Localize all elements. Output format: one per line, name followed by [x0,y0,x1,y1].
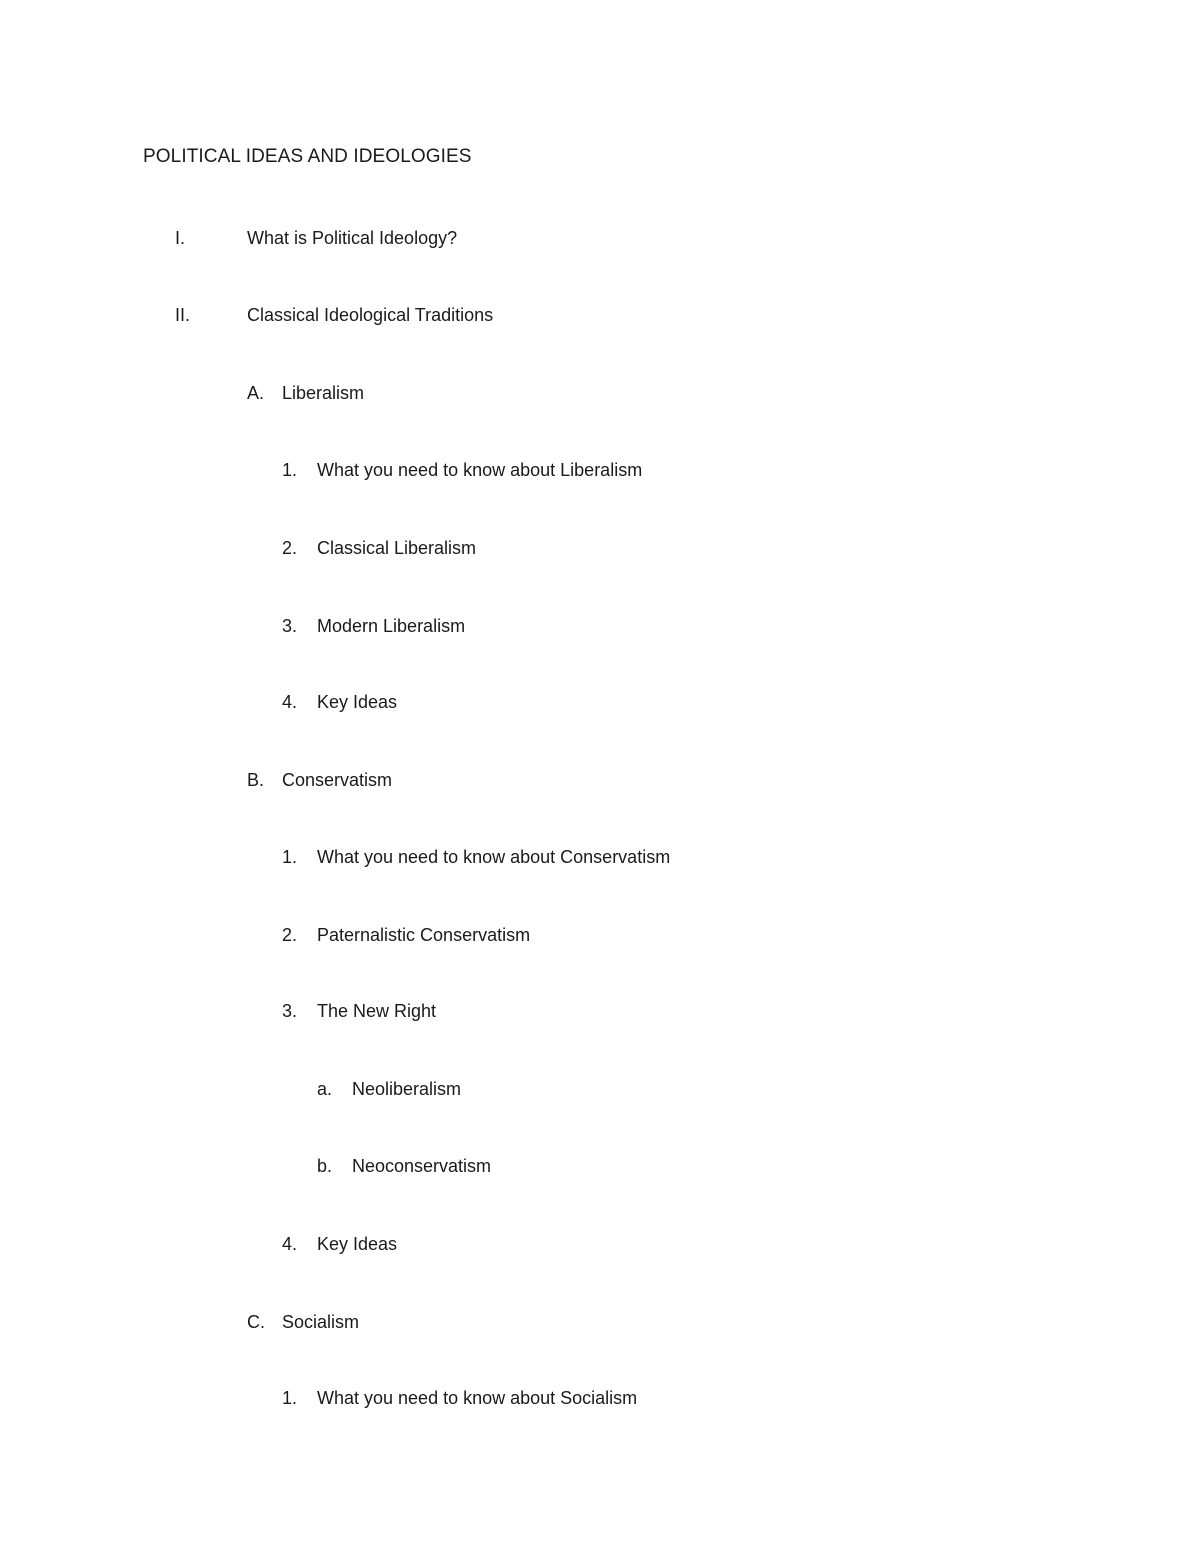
outline-text: Key Ideas [317,692,398,712]
outline-text: What you need to know about Conservatism [317,847,671,867]
outline-text: Socialism [282,1312,360,1332]
outline-marker: 2. [282,925,298,945]
outline-marker: 1. [282,1388,298,1408]
outline-marker: 4. [282,692,298,712]
outline-marker: 2. [282,538,298,558]
outline-marker: B. [247,770,265,790]
outline-marker: b. [317,1156,333,1176]
outline-marker: II. [175,305,191,325]
outline-marker: 3. [282,1001,298,1021]
outline-text: What you need to know about Liberalism [317,460,643,480]
outline-marker: I. [175,228,186,248]
outline-text: Neoliberalism [352,1079,462,1099]
outline-text: Conservatism [282,770,393,790]
outline-marker: A. [247,383,265,403]
outline-text: Paternalistic Conservatism [317,925,531,945]
outline-marker: 1. [282,847,298,867]
outline-text: What you need to know about Socialism [317,1388,638,1408]
outline-text: Liberalism [282,383,365,403]
outline-text: What is Political Ideology? [247,228,458,248]
outline-marker: 3. [282,616,298,636]
outline-marker: a. [317,1079,333,1099]
outline-text: Key Ideas [317,1234,398,1254]
outline-text: Classical Ideological Traditions [247,305,494,325]
outline-marker: 4. [282,1234,298,1254]
outline-text: Modern Liberalism [317,616,466,636]
document-title: POLITICAL IDEAS AND IDEOLOGIES [143,146,472,167]
outline-text: Neoconservatism [352,1156,492,1176]
outline-marker: 1. [282,460,298,480]
outline-text: Classical Liberalism [317,538,477,558]
outline-marker: C. [247,1312,265,1332]
outline-text: The New Right [317,1001,437,1021]
